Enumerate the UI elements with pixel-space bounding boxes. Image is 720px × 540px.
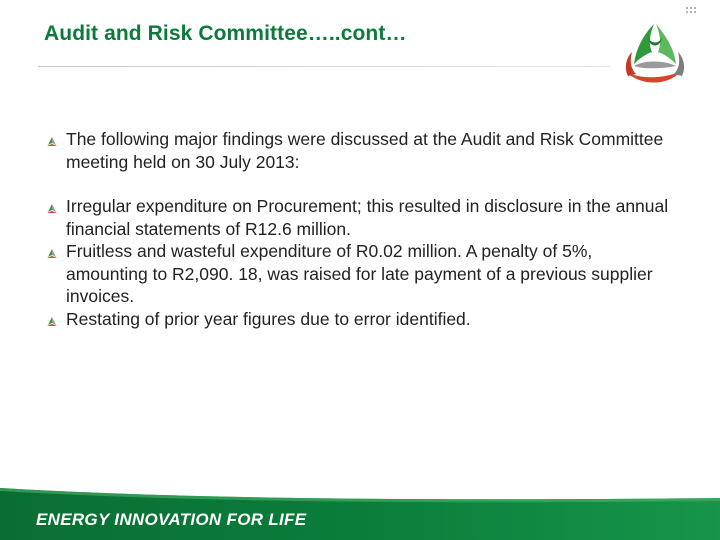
bullet-item <box>46 128 676 173</box>
corner-dots-icon <box>685 6 697 14</box>
company-logo-icon <box>618 18 692 90</box>
footer-tagline: ENERGY INNOVATION FOR LIFE <box>36 510 307 529</box>
slide-title: Audit and Risk Committee…..cont… <box>44 22 407 45</box>
bullet-item <box>46 195 676 240</box>
bullet-text: Irregular expenditure on Procurement; this resulted in disclosure in the annual financial statements of R12.6 million. <box>66 196 669 239</box>
bullet-logo-icon <box>46 203 58 215</box>
bullet-item <box>46 240 676 308</box>
bullet-logo-icon <box>46 316 58 328</box>
bullet-text: Restating of prior year figures due to error identified. <box>66 308 471 329</box>
title-divider <box>38 66 610 67</box>
bullet-item <box>46 308 676 331</box>
bullet-text: The following major findings were discussed at the Audit and Risk Committee meeting held on 30 July 2013: <box>66 129 664 172</box>
footer-banner <box>0 482 720 540</box>
bullet-logo-icon <box>46 248 58 260</box>
bullet-text: Fruitless and wasteful expenditure of R0.02 million. A penalty of 5%, amounting to R2,090. 18, was raised for late payment of a previous supplier invoices. <box>66 241 653 306</box>
findings-list <box>46 128 676 330</box>
bullet-logo-icon <box>46 136 58 148</box>
